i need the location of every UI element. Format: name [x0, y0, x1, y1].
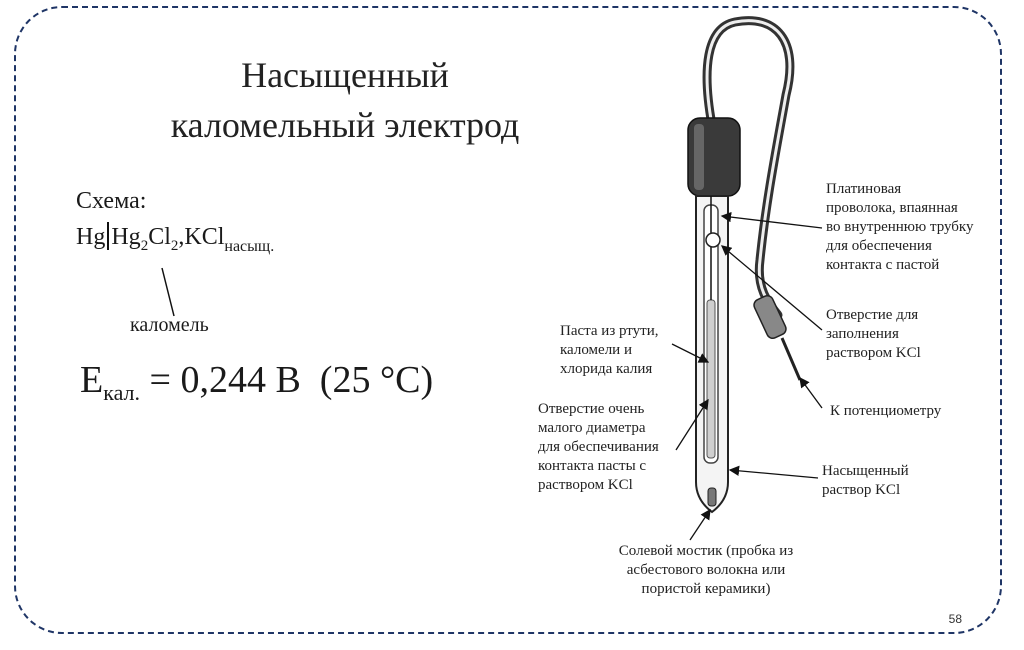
connector-pin: [782, 338, 800, 380]
formula-cl: Cl: [148, 224, 171, 250]
paste-column: [707, 300, 715, 458]
arrow-platinum: [722, 216, 822, 228]
formula-kcl: ,KCl: [178, 224, 225, 250]
fill-hole: [706, 233, 720, 247]
callout-small-hole: Отверстие очень малого диаметра для обеспечивания контакта пасты с раствором KCl: [538, 401, 659, 493]
title-line-2: каломельный электрод: [170, 105, 520, 145]
callout-paste: Паста из ртути, каломели и хлорида калия: [560, 323, 659, 377]
emf-e: E: [80, 359, 104, 401]
emf-temperature: (25 °C): [319, 359, 434, 401]
callout-salt-bridge: Солевой мостик (пробка из асбестового волокна или пористой керамики): [618, 543, 794, 597]
title-line-1: Насыщенный: [241, 55, 449, 95]
emf-value: = 0,244 В: [149, 359, 301, 401]
connector-plug: [752, 294, 788, 341]
arrow-potentiometer: [800, 378, 822, 408]
formula-hg2: Hg: [111, 224, 141, 250]
arrow-salt-bridge: [690, 510, 710, 540]
calomel-pointer-line: [162, 268, 174, 316]
emf-subscript: кал.: [103, 380, 141, 405]
callout-platinum-wire: Платиновая проволока, впаянная во внутреннюю трубку для обеспечения контакта с пастой: [826, 181, 974, 273]
callout-fill-hole: Отверстие для заполнения раствором KCl: [826, 307, 921, 361]
formula-sub-2b: 2: [170, 238, 179, 254]
formula-saturated: насыщ.: [224, 238, 275, 255]
calomel-label: каломель: [130, 314, 209, 336]
page-number: 58: [948, 612, 962, 626]
formula-sub-2: 2: [140, 238, 149, 254]
callout-potentiometer: К потенциометру: [830, 403, 942, 419]
formula-hg: Hg: [76, 224, 106, 250]
scheme-label: Схема:: [76, 188, 147, 214]
salt-bridge-plug: [708, 488, 716, 506]
callout-saturated-kcl: Насыщенный раствор KCl: [822, 463, 909, 498]
arrow-saturated-kcl: [730, 470, 818, 478]
